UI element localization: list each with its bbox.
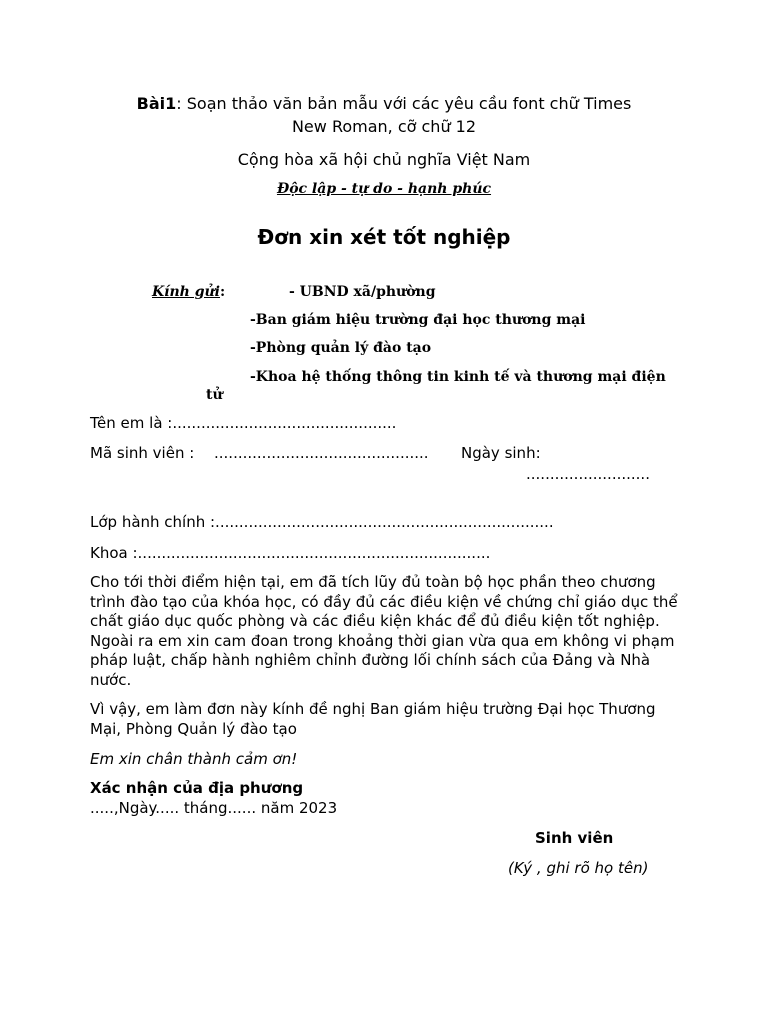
dob-label: Ngày sinh: — [461, 444, 541, 462]
country-name: Cộng hòa xã hội chủ nghĩa Việt Nam — [237, 150, 531, 169]
recipient-item: -Phòng quản lý đào tạo — [250, 340, 432, 356]
body-paragraph: Cho tới thời điểm hiện tại, em đã tích lũy đủ toàn bộ học phần theo chương trình đào tạo của khóa học, có đầy đủ các điều kiện về chứng chỉ giáo dục thể chất giáo dục quốc phòng và các điều kiện khác để đủ điều kiện tốt nghiệp. Ngoài ra em xin cam đoan trong khoảng thời gian vừa qua em không vi phạm pháp luật, chấp hành nghiêm chỉnh đường lối chính sách của Đảng và Nhà nước. — [90, 573, 678, 689]
dob-dots: .......................... — [526, 465, 650, 483]
local-confirmation: Xác nhận của địa phương — [90, 779, 304, 797]
recipient-label: Kính gửi — [152, 284, 221, 300]
motto: Độc lập - tự do - hạnh phúc — [276, 181, 492, 197]
exercise-label: Bài1 — [136, 94, 177, 113]
faculty-field: Khoa :.......................................................................... — [90, 544, 491, 562]
class-field: Lớp hành chính :....................................................................... — [90, 513, 554, 531]
recipient-label-wrap — [152, 283, 225, 301]
exercise-text: : Soạn thảo văn bản mẫu với các yêu cầu font chữ Times — [176, 94, 632, 113]
exercise-heading-line2: New Roman, cỡ chữ 12 — [291, 117, 477, 136]
signature-note: (Ký , ghi rõ họ tên) — [508, 859, 649, 877]
recipient-colon: : — [220, 284, 226, 300]
student-name-field: Tên em là :............................................... — [90, 414, 397, 432]
recipient-item: -Ban giám hiệu trường đại học thương mại — [250, 312, 586, 328]
thanks-line: Em xin chân thành cảm ơn! — [90, 750, 298, 768]
exercise-heading — [0, 93, 768, 115]
request-paragraph: Vì vậy, em làm đơn này kính đề nghị Ban giám hiệu trường Đại học Thương Mại, Phòng Quản lý đào tạo — [90, 700, 656, 738]
student-id-label: Mã sinh viên : — [90, 444, 195, 462]
recipient-item: -Khoa hệ thống thông tin kinh tế và thương mại điện — [250, 369, 666, 385]
date-line: .....,Ngày..... tháng...... năm 2023 — [90, 799, 338, 817]
form-title: Đơn xin xét tốt nghiệp — [257, 225, 511, 249]
student-id-dots: ............................................. — [214, 444, 429, 462]
recipient-item: - UBND xã/phường — [289, 284, 436, 300]
student-signature-label: Sinh viên — [535, 829, 614, 847]
recipient-item-wrap: tử — [206, 387, 223, 403]
